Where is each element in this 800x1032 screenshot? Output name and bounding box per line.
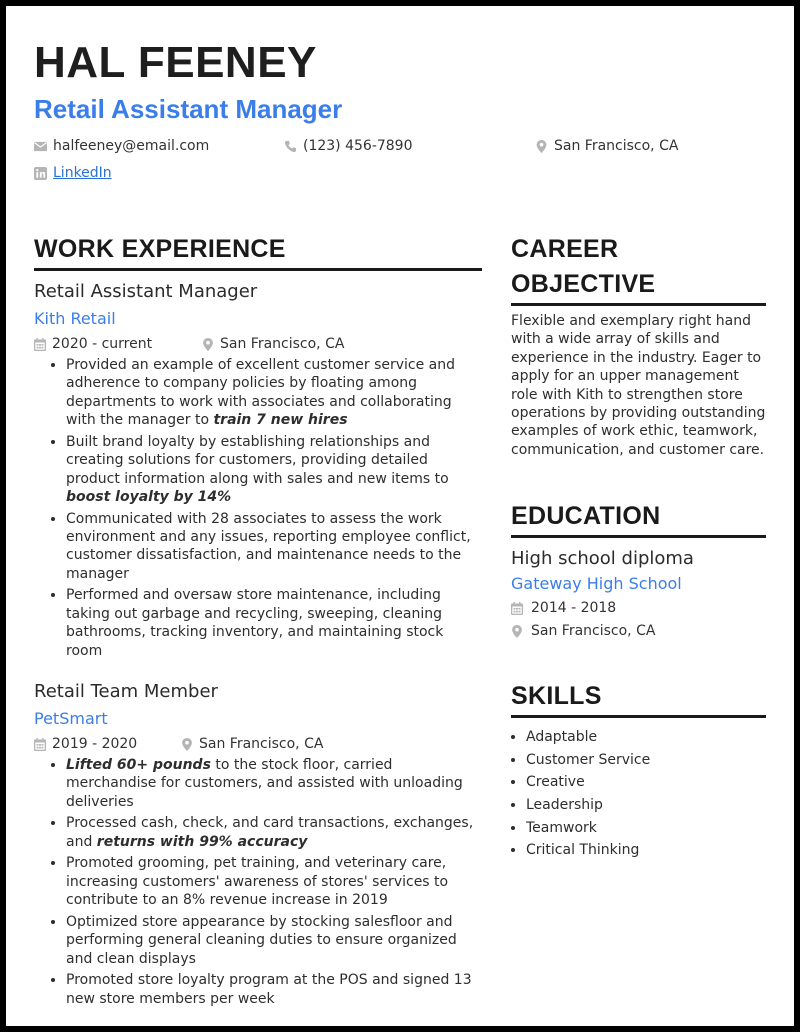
list-item: • Creative [526,771,766,794]
list-item: • Communicated with 28 associates to assess the work environment and any issues, reporting employee conflict, customer dissatisfaction, and maintenance needs to the manager [66,510,482,584]
job-location-text: San Francisco, CA [199,736,324,753]
list-item: • Adaptable [526,726,766,749]
education-dates-text: 2014 - 2018 [531,600,617,617]
education-school: Gateway High School [511,574,682,594]
education-location-text: San Francisco, CA [531,623,656,640]
map-pin-icon [202,338,214,351]
linkedin-link[interactable]: LinkedIn [53,165,112,181]
list-item: • Lifted 60+ pounds to the stock floor, carried merchandise for customers, and assisted with unloading deliveries [66,756,482,811]
list-item: • Critical Thinking [526,839,766,862]
resume-page [6,6,794,1026]
calendar-icon [34,338,46,351]
calendar-icon [34,738,46,751]
job-dates [34,334,202,354]
resume-header [34,38,766,181]
envelope-icon [34,140,47,153]
job-dates-text: 2019 - 2020 [52,736,138,753]
education-heading: EDUCATION [511,499,766,538]
list-item: • Built brand loyalty by establishing relationships and creating solutions for customers, providing detailed product information along with sales and new items to boost loyalty by 14% [66,433,482,507]
career-objective-text: Flexible and exemplary right hand with a wide array of skills and experience in the industry. Eager to apply for an upper management role with Kith to strengthen store operations by providing outstanding examples of work ethic, teamwork, communication, and customer care. [511,313,766,458]
map-pin-icon [535,140,548,153]
candidate-title: Retail Assistant Manager [34,94,343,124]
job-entry [34,280,482,660]
job-role: Retail Team Member [34,681,218,703]
list-item: • Processed cash, check, and card transactions, exchanges, and returns with 99% accuracy [66,814,482,851]
job-location-text: San Francisco, CA [220,336,345,352]
contact-linkedin [34,165,112,181]
job-location [181,734,323,754]
candidate-name: HAL FEENEY [34,38,317,87]
job-meta [34,334,482,354]
job-company: Kith Retail [34,309,116,328]
list-item: • Promoted grooming, pet training, and veterinary care, increasing customers' awareness of stores' services to contribute to an 8% revenue increase in 2019 [66,854,482,909]
list-item: • Customer Service [526,749,766,772]
phone-text: (123) 456-7890 [303,138,413,154]
left-column [34,232,482,1011]
linkedin-icon [34,167,47,180]
map-pin-icon [511,625,523,638]
job-dates [34,734,181,754]
list-item: • Performed and oversaw store maintenance, including taking out garbage and recycling, sweeping, cleaning bathrooms, tracking inventory, and maintaining stock room [66,586,482,660]
list-item: • Promoted store loyalty program at the POS and signed 13 new store members per week [66,971,482,1008]
calendar-icon [511,602,523,615]
job-bullets [34,356,482,660]
education-location [511,621,766,641]
job-bullets [34,756,482,1008]
work-experience-heading: WORK EXPERIENCE [34,232,482,271]
right-column [511,232,766,862]
list-item: • Leadership [526,794,766,817]
list-item: • Optimized store appearance by stocking salesfloor and performing general cleaning duties to ensure organized and clean displays [66,913,482,968]
skills-list [511,726,766,862]
job-dates-text: 2020 - current [52,336,153,352]
map-pin-icon [181,738,193,751]
job-role: Retail Assistant Manager [34,281,258,302]
job-meta [34,734,482,754]
job-location [202,334,344,354]
phone-icon [284,140,297,153]
email-text: halfeeney@email.com [53,138,210,154]
location-text: San Francisco, CA [554,138,679,154]
job-entry [34,680,482,1008]
career-objective-heading [511,232,766,306]
contact-email [34,138,209,154]
contact-info [34,138,778,198]
contact-phone [284,138,413,154]
skills-heading: SKILLS [511,679,766,718]
job-company: PetSmart [34,709,108,729]
list-item: • Teamwork [526,817,766,840]
heading-line: CAREER [511,235,619,263]
contact-location [535,138,678,154]
heading-line: OBJECTIVE [511,270,656,298]
list-item: • Provided an example of excellent customer service and adherence to company policies by floating among departments to work with associates and collaborating with the manager to train 7 new hires [66,356,482,430]
education-degree: High school diploma [511,548,694,570]
education-dates [511,598,766,618]
